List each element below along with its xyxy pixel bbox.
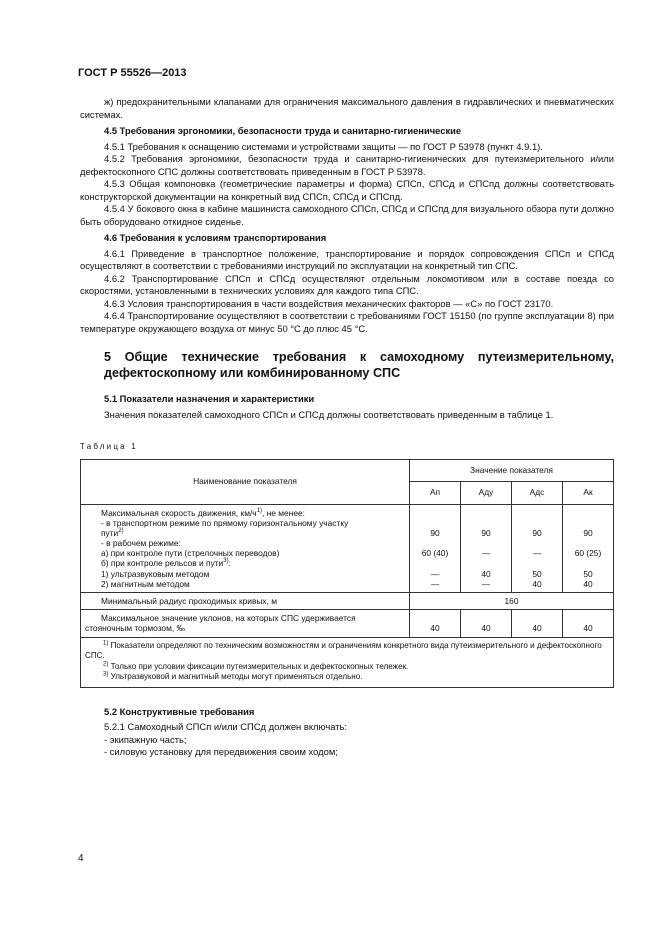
paragraph-4-5-1: 4.5.1 Требования к оснащению системами и устройствами защиты — по ГОСТ Р 53978 (пункт 4.9.1). [104, 140, 543, 152]
header-col-ak: Ак [563, 481, 614, 504]
speed-name: Максимальная скорость движения, $км/ч^{1)}$, не менее: - в транспортном режиме по прямому горизонтальному участку пути$^{2)}$ - в рабочем режиме: а) при контроле пути (стрелочных переводов) б) при контроле рельсов и пути$^{3)}$: 1) ультразвуковым методом 2) магнитным методом [81, 504, 410, 593]
header-col-ads: Адс [512, 481, 563, 504]
speed-values-adu: 90 — 40 — [461, 504, 512, 593]
radius-value: 160 [410, 593, 614, 610]
paragraph-zh: ж) предохранительными клапанами для ограничения максимального давления в гидравлических и пневматических системах. [80, 96, 614, 120]
section-4-5-title: 4.5 Требования эргономики, безопасности труда и санитарно-гигиенические [104, 125, 462, 136]
header-value: Значение показателя [410, 459, 614, 481]
paragraph-5-2-1: 5.2.1 Самоходный СПСп и/или СПСд должен включать: [104, 721, 347, 733]
paragraph-4-6-1: 4.6.1 Приведение в транспортное положение, транспортирование и порядок сопровождения СПСп и СПСд осуществляют в соответствии с требованиями инструкций по эксплуатации на конкретный тип СПС. [80, 247, 614, 271]
table-notes [81, 637, 614, 687]
note-1: $^{1)}$ Показатели определяют по техническим возможностям и ограничениям конкретного вида путеизмерительного и дефектоскопного СПС. [85, 639, 602, 661]
table-caption: Таблица 1 [80, 442, 138, 451]
speed-values-ak: 90 60 (25) 50 40 [563, 504, 614, 593]
paragraph-4-5-4: 4.5.4 У бокового окна в кабине машиниста самоходного СПСп, СПСд и СПСпд для визуального обзора пути должно быть оборудовано откидное сиденье. [80, 203, 614, 227]
section-5-title: 5 Общие технические требования к самоходному путеизмерительному, дефектоскопному или комбинированному СПС [104, 350, 614, 380]
paragraph-4-6-2: 4.6.2 Транспортирование СПСп и СПСд осуществляют отдельным локомотивом или в составе поезда со скоростями, установленными в технических условиях для каждого типа СПС. [80, 272, 614, 296]
paragraph-5-1: Значения показателей самоходного СПСп и СПСд должны соответствовать приведенным в таблице 1. [104, 408, 554, 420]
radius-name: Минимальный радиус проходимых кривых, м [81, 593, 410, 610]
section-5-1-title: 5.1 Показатели назначения и характеристики [104, 393, 315, 404]
list-item-1: - экипажную часть; [104, 733, 187, 745]
table-row-slope [81, 610, 614, 637]
slope-value-ap: 40 [410, 610, 461, 637]
header-col-ap: Ап [410, 481, 461, 504]
slope-name: Максимальное значение уклонов, на которых СПС удерживается стояночным тормозом, ‰ [81, 610, 410, 637]
header-col-adu: Аду [461, 481, 512, 504]
table-1 [80, 459, 614, 688]
speed-values-ads: 90 — 50 40 [512, 504, 563, 593]
table-row-speed [81, 504, 614, 593]
slope-value-adu: 40 [461, 610, 512, 637]
page-content [80, 96, 614, 759]
section-4-6-title: 4.6 Требования к условиям транспортирования [104, 232, 327, 243]
header-name: Наименование показателя [81, 459, 410, 504]
speed-values-ap: 90 60 (40) — — [410, 504, 461, 593]
page-number: 4 [78, 853, 84, 864]
document-code: ГОСТ Р 55526—2013 [78, 67, 187, 79]
slope-value-ads: 40 [512, 610, 563, 637]
paragraph-4-5-3: 4.5.3 Общая компоновка (геометрические параметры и форма) СПСп, СПСд и СПСпд должны соответствовать конструкторской документации на конкретный вид СПСп, СПСд и СПСпд. [80, 178, 614, 202]
table-row-radius [81, 593, 614, 610]
list-item-2: - силовую установку для передвижения своим ходом; [104, 746, 338, 758]
slope-value-ak: 40 [563, 610, 614, 637]
paragraph-4-6-4: 4.6.4 Транспортирование осуществляют в соответствии с требованиями ГОСТ 15150 (по группе эксплуатации 8) при температуре окружающего воздуха от минус 50 °С до плюс 45 °С. [80, 310, 614, 334]
note-2: $^{2)}$ Только при условии фиксации путеизмерительных и дефектоскопных тележек. [103, 660, 409, 671]
paragraph-4-6-3: 4.6.3 Условия транспортирования в части воздействия механических факторов — «С» по ГОСТ 23170. [104, 297, 554, 309]
table-notes-row [81, 637, 614, 687]
section-5-2-title: 5.2 Конструктивные требования [104, 705, 255, 717]
note-3: $^{3)}$ Ультразвуковой и магнитный методы могут применяться отдельно. [103, 671, 363, 682]
paragraph-4-5-2: 4.5.2 Требования эргономики, безопасности труда и санитарно-гигиенических для путеизмерительного и/или дефектоскопного СПС должны соответствовать приведенным в ГОСТ Р 53978. [80, 153, 614, 177]
